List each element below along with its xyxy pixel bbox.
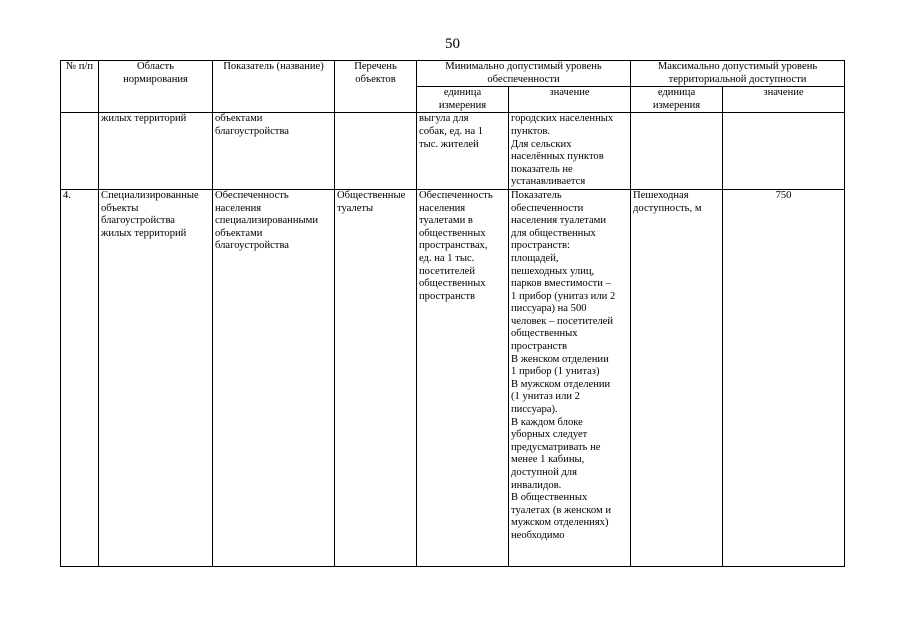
header-max-unit: единица измерения [631, 87, 723, 113]
cell-min-value: городских населенных пунктов. Для сельских населённых пунктов показатель не устанавливается [509, 113, 631, 190]
cell-max-unit: Пешеходная доступность, м [631, 189, 723, 566]
cell-max-unit [631, 113, 723, 190]
cell-max-value: 750 [723, 189, 845, 566]
cell-indicator: объектами благоустройства [213, 113, 335, 190]
header-indicator: Показатель (название) [213, 61, 335, 113]
cell-min-value: Показатель обеспеченности населения туалетами для общественных пространств: площадей, пешеходных улиц, парков вместимости – 1 прибор (унитаз или 2 писсуара) на 500 человек – посетителей общественных пространств В женском отделении 1 прибор (1 унитаз) В мужском отделении (1 унитаз или 2 писсуара). В каждом блоке уборных следует предусматривать не менее 1 кабины, доступной для инвалидов. В общественных туалетах (в женском и мужском отделениях) необходимо [509, 189, 631, 566]
cell-objects: Общественные туалеты [335, 189, 417, 566]
page-number: 50 [445, 36, 460, 52]
cell-min-unit: Обеспеченность населения туалетами в общественных пространствах, ед. на 1 тыс. посетителей общественных пространств [417, 189, 509, 566]
header-num: № п/п [61, 61, 99, 113]
header-max-group: Максимально допустимый уровень территориальной доступности [631, 61, 845, 87]
header-objects: Перечень объектов [335, 61, 417, 113]
header-min-group: Минимально допустимый уровень обеспеченности [417, 61, 631, 87]
cell-max-value [723, 113, 845, 190]
cell-indicator: Обеспеченность населения специализированными объектами благоустройства [213, 189, 335, 566]
cell-num: 4. [61, 189, 99, 566]
header-min-value: значение [509, 87, 631, 113]
header-min-unit: единица измерения [417, 87, 509, 113]
table-row [61, 113, 845, 190]
table-row [61, 189, 845, 566]
norms-table [60, 60, 845, 567]
header-max-value: значение [723, 87, 845, 113]
cell-min-unit: выгула для собак, ед. на 1 тыс. жителей [417, 113, 509, 190]
header-area: Область нормирования [99, 61, 213, 113]
cell-objects [335, 113, 417, 190]
cell-num [61, 113, 99, 190]
cell-area: Специализированные объекты благоустройства жилых территорий [99, 189, 213, 566]
header-row-top [61, 61, 845, 87]
cell-area: жилых территорий [99, 113, 213, 190]
